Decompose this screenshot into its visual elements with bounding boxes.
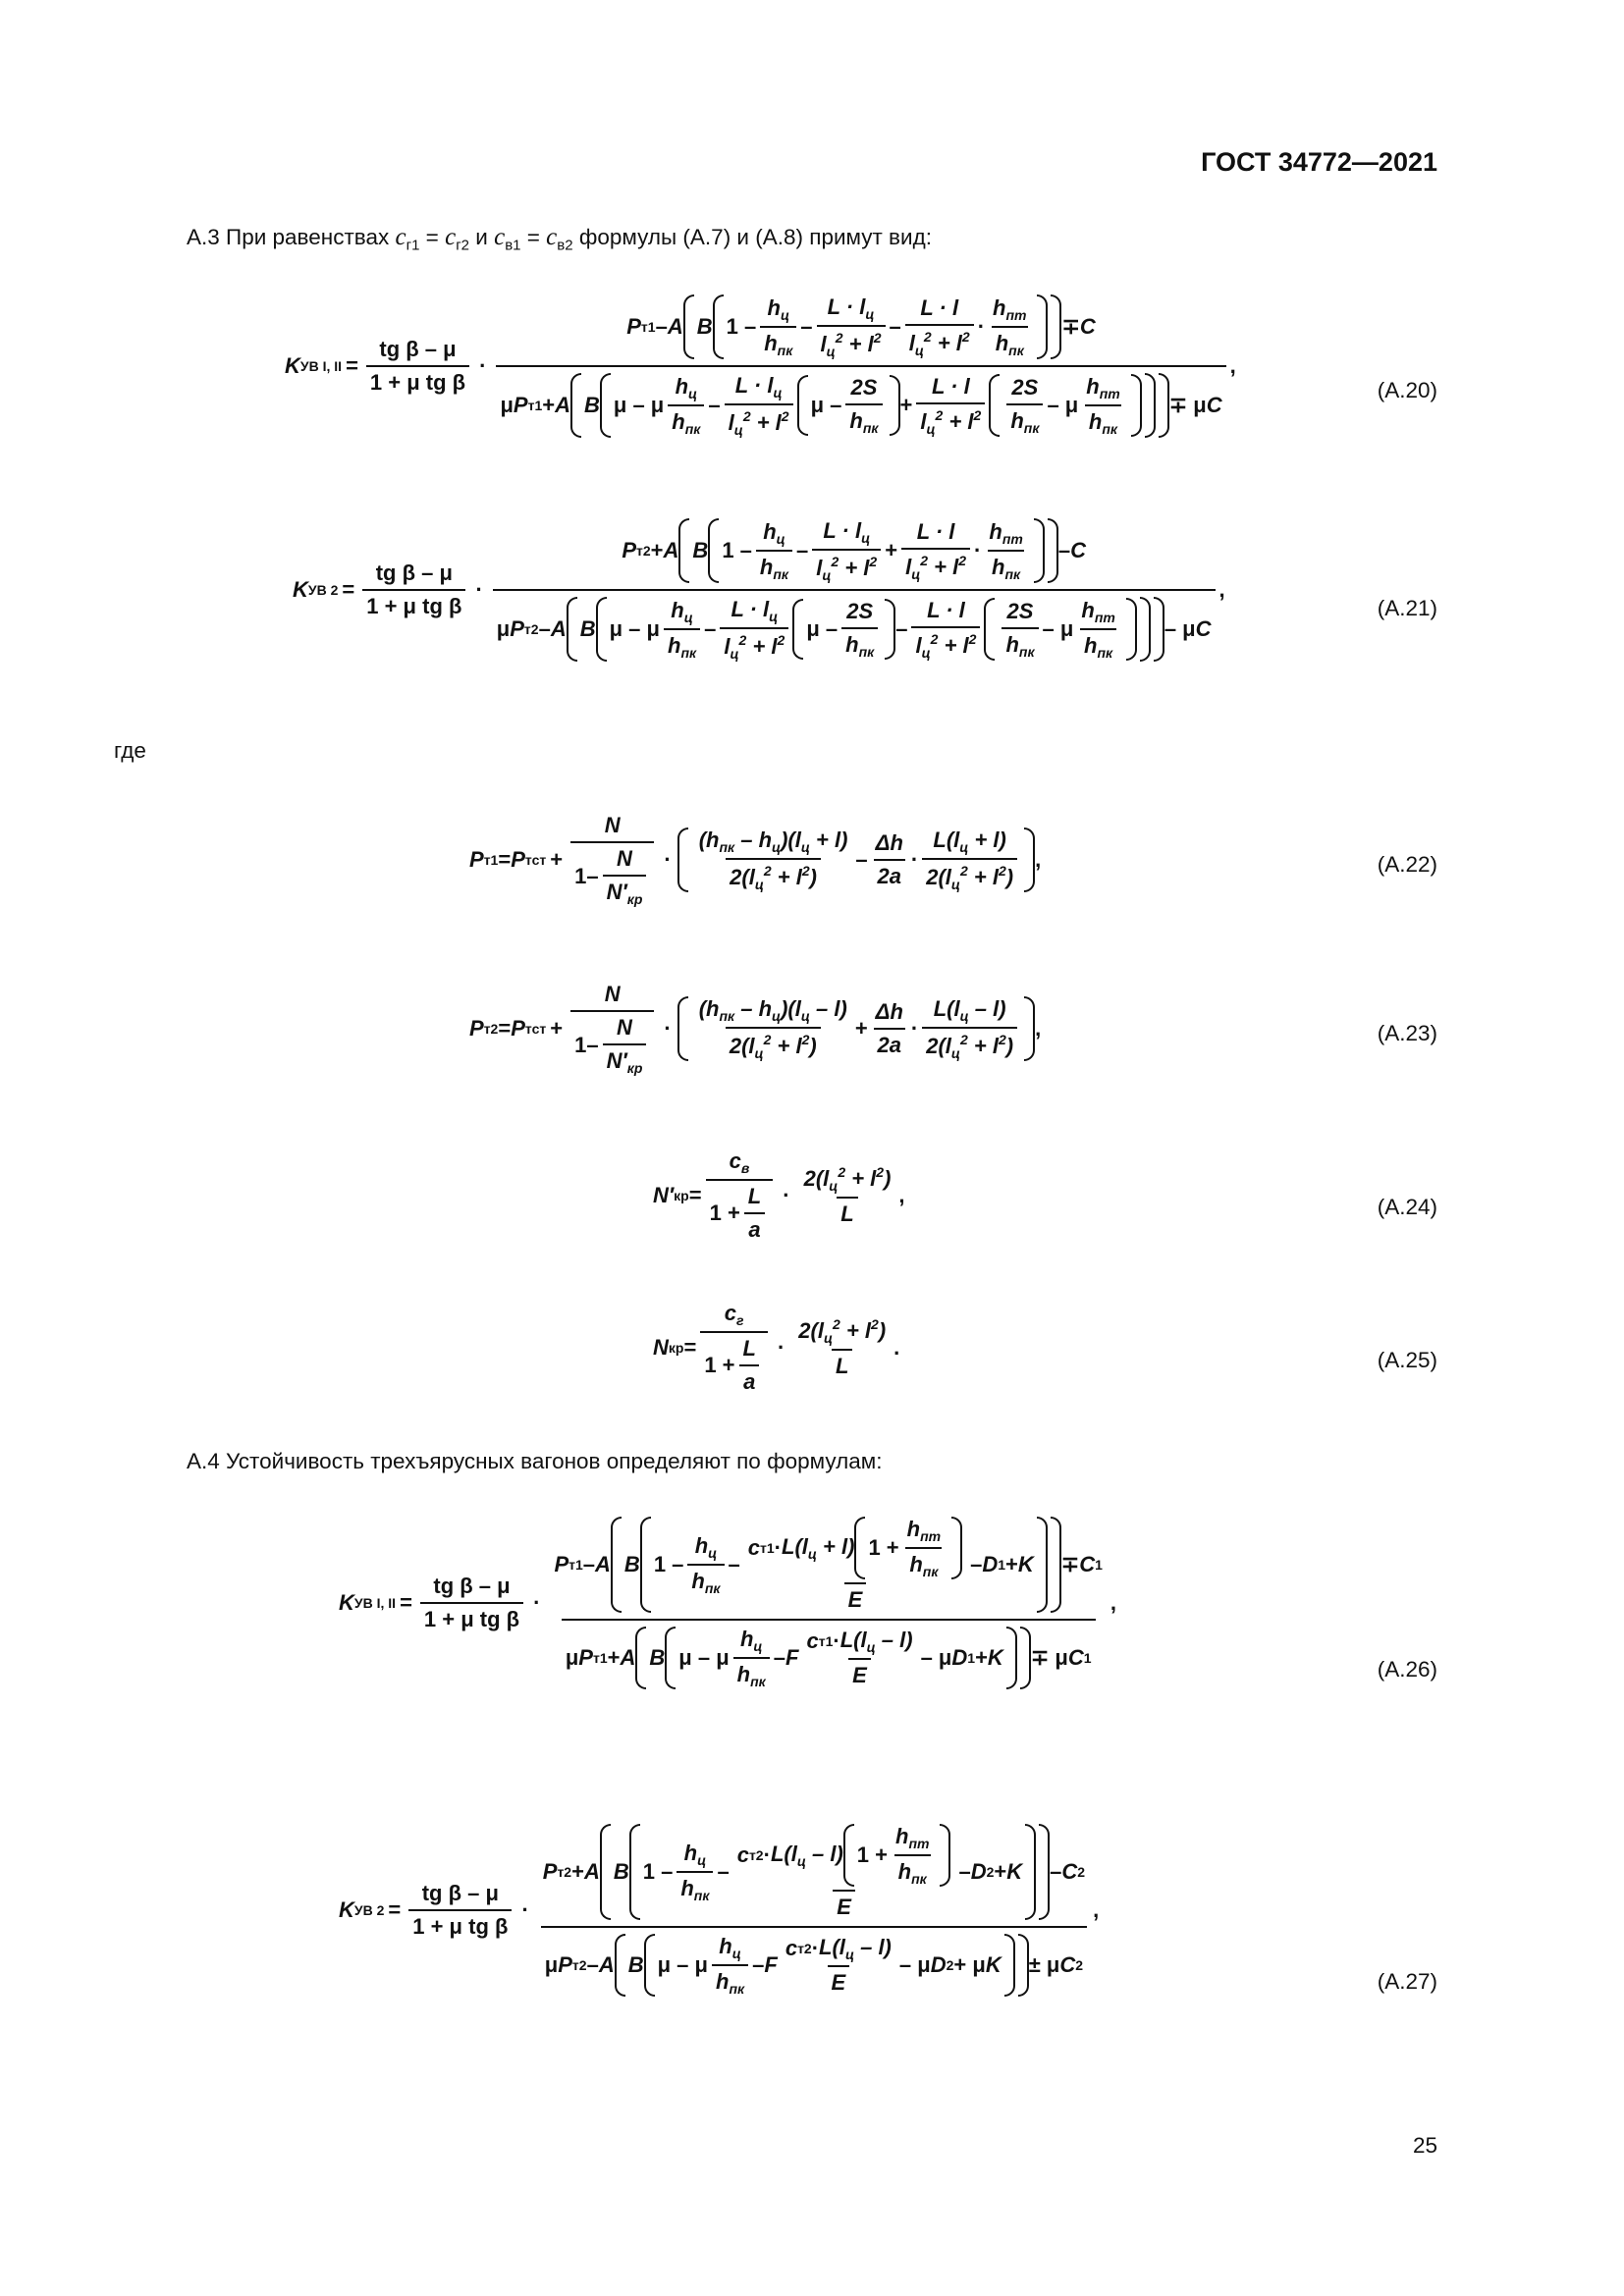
formula-a22: P т1 = P тст + N 1– $\frac{N}{N'_{кр}}$ · $\frac{(h_{пк} - h_ц)(l_ц + l)}{2(l_ц^2 + l^2)}$ – $\frac{\Delta h}{2a}$ · $\frac{L(l_ц + l)}{2(l_ц^2 + l^2)}$ ,	[469, 813, 1042, 907]
formula-a25: N кр = $c_г$ 1 + $\frac{L}{a}$ · $\frac{2(l_ц^2 + l^2)}{L}$ .	[653, 1301, 900, 1394]
paragraph-a4: А.4 Устойчивость трехъярусных вагонов определяют по формулам:	[187, 1449, 883, 1473]
where-label: где	[114, 738, 146, 763]
document-header: ГОСТ 34772—2021	[1201, 147, 1437, 177]
equation-number: (А.27)	[1377, 1969, 1437, 1994]
paragraph-a3: А.3 При равенствах $c_{г1} = c_{г2}$ и $c_{в1} = c_{в2}$ формулы (А.7) и (А.8) примут вид:	[187, 224, 932, 254]
page-number: 25	[1412, 2133, 1437, 2158]
formula-a27: K УВ 2 = $\frac{\text{tg β – μ}}{\text{1 + μ tg β}}$ · P т2 + A B 1 – $\frac{h_ц}{h_{пк}}$ – c т2 · $L(l_ц - l)$ 1 + $\frac{h_{пт}}{h_{пк}}$ E – D 2 + K – C 2 μ P т2 – A B μ – μ $\frac{h_ц}{h_{пк}}$ – F c т2 · $L(l_ц - l)$ E – μ D 2 + μ K ± μ C 2 ,	[339, 1824, 1100, 1997]
equation-number: (А.24)	[1377, 1195, 1437, 1219]
equation-number: (А.21)	[1377, 596, 1437, 620]
formula-a26: K УВ I, II = $\frac{\text{tg β – μ}}{\text{1 + μ tg β}}$ · P т1 – A B 1 – $\frac{h_ц}{h_{пк}}$ – c т1 · $L(l_ц + l)$ 1 + $\frac{h_{пт}}{h_{пк}}$ E – D 1 + K ∓ C 1 μ P т1 + A B μ – μ $\frac{h_ц}{h_{пк}}$ – F c т1 · $L(l_ц - l)$ E – μ D 1 + K ∓ μ C 1 ,	[339, 1517, 1117, 1689]
equation-number: (А.22)	[1377, 852, 1437, 877]
equation-number: (А.25)	[1377, 1348, 1437, 1372]
formula-a20: K УВ I, II = $\frac{\text{tg β – μ}}{\text{1 + μ tg β}}$ · P т1 – A B 1 – $\frac{h_ц}{h_{пк}}$ – $\frac{L \cdot l_ц}{l_ц^2 + l^2}$ – $\frac{L \cdot l}{l_ц^2 + l^2}$ · $\frac{h_{пт}}{h_{пк}}$ ∓ C μ P т1 + A B μ – μ $\frac{h_ц}{h_{пк}}$ – $\frac{L \cdot l_ц}{l_ц^2 + l^2}$ μ – $\frac{2S}{h_{пк}}$ + $\frac{L \cdot l}{l_ц^2 + l^2}$ $\frac{2S}{h_{пк}}$ – μ $\frac{h_{пт}}{h_{пк}}$ ∓ μ C ,	[285, 294, 1236, 438]
equation-number: (А.26)	[1377, 1657, 1437, 1682]
equation-number: (А.23)	[1377, 1021, 1437, 1045]
formula-a23: P т2 = P тст + N 1– $\frac{N}{N'_{кр}}$ · $\frac{(h_{пк} - h_ц)(l_ц - l)}{2(l_ц^2 + l^2)}$ + $\frac{\Delta h}{2a}$ · $\frac{L(l_ц - l)}{2(l_ц^2 + l^2)}$ ,	[469, 982, 1042, 1076]
paragraph-a3-suffix: формулы (А.7) и (А.8) примут вид:	[578, 225, 932, 249]
equation-number: (А.20)	[1377, 378, 1437, 402]
formula-a21: K УВ 2 = $\frac{\text{tg β – μ}}{\text{1 + μ tg β}}$ · P т2 + A B 1 – $\frac{h_ц}{h_{пк}}$ – $\frac{L \cdot l_ц}{l_ц^2 + l^2}$ + $\frac{L \cdot l}{l_ц^2 + l^2}$ · $\frac{h_{пт}}{h_{пк}}$ – C μ P т2 – A B μ – μ $\frac{h_ц}{h_{пк}}$ – $\frac{L \cdot l_ц}{l_ц^2 + l^2}$ μ – $\frac{2S}{h_{пк}}$ – $\frac{L \cdot l}{l_ц^2 + l^2}$ $\frac{2S}{h_{пк}}$ – μ $\frac{h_{пт}}{h_{пк}}$ – μ C ,	[293, 518, 1225, 662]
formula-a24: N′ кр = $c_в$ 1 + $\frac{L}{a}$ · $\frac{2(l_ц^2 + l^2)}{L}$ ,	[653, 1148, 905, 1242]
paragraph-a3-prefix: А.3 При равенствах	[187, 225, 390, 249]
